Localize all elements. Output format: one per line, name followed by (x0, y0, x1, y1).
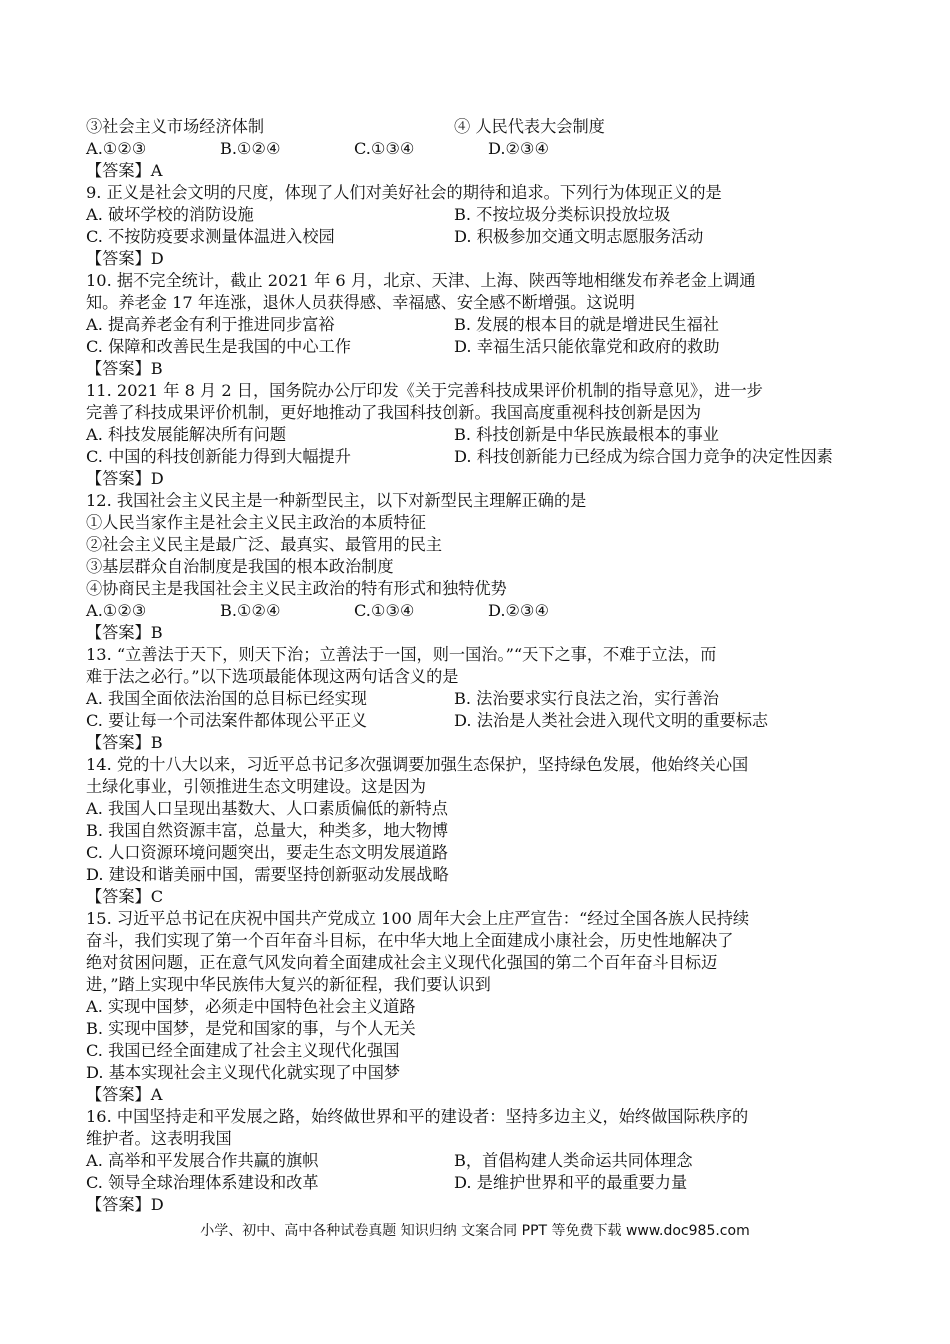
answer-13: 【答案】B (86, 733, 163, 752)
option-a: A. 科技发展能解决所有问题 (86, 425, 287, 444)
option-c: C. 保障和改善民生是我国的中心工作 (86, 337, 351, 356)
answer-10: 【答案】B (86, 359, 163, 378)
choice-c: C.①③④ (354, 139, 415, 158)
option-a: A. 高举和平发展合作共赢的旗帜 (86, 1151, 319, 1170)
question-13-options-cd (86, 710, 876, 732)
question-14-stem-line-2: 土绿化事业，引领推进生态文明建设。这是因为 (86, 777, 426, 796)
question-13-stem-line-2: 难于法之必行。”以下选项最能体现这两句话含义的是 (86, 667, 459, 686)
question-8-choices (86, 138, 876, 160)
option-c: C. 领导全球治理体系建设和改革 (86, 1173, 319, 1192)
page-footer: 小学、初中、高中各种试卷真题 知识归纳 文案合同 PPT 等免费下载 www.doc985.com (200, 1223, 750, 1239)
question-11-stem-line-2: 完善了科技成果评价机制，更好地推动了我国科技创新。我国高度重视科技创新是因为 (86, 403, 702, 422)
question-11-options-ab (86, 424, 876, 446)
option-c: C. 不按防疫要求测量体温进入校园 (86, 227, 335, 246)
option-d: D. 基本实现社会主义现代化就实现了中国梦 (86, 1063, 401, 1082)
option-c: C. 我国已经全面建成了社会主义现代化强国 (86, 1041, 400, 1060)
option-b: B. 科技创新是中华民族最根本的事业 (454, 425, 719, 444)
question-10-options-ab (86, 314, 876, 336)
answer-8: 【答案】A (86, 161, 163, 180)
question-15-stem-line-4: 进，”踏上实现中华民族伟大复兴的新征程，我们要认识到 (86, 975, 491, 994)
answer-14: 【答案】C (86, 887, 164, 906)
question-16-stem-line-1: 16. 中国坚持走和平发展之路，始终做世界和平的建设者：坚持多边主义，始终做国际秩序的 (86, 1107, 749, 1126)
option-a: A. 我国人口呈现出基数大、人口素质偏低的新特点 (86, 799, 448, 818)
question-10-stem-line-1: 10. 据不完全统计，截止 2021 年 6 月，北京、天津、上海、陕西等地相继发布养老金上调通 (86, 271, 756, 290)
question-16-options-ab (86, 1150, 876, 1172)
option-d: D. 是维护世界和平的最重要力量 (454, 1173, 688, 1192)
option-c: C. 中国的科技创新能力得到大幅提升 (86, 447, 351, 466)
question-9-options-cd (86, 226, 876, 248)
option-4: ④ 人民代表大会制度 (454, 117, 605, 136)
option-d: D. 幸福生活只能依靠党和政府的救助 (454, 337, 720, 356)
option-d: D. 法治是人类社会进入现代文明的重要标志 (454, 711, 769, 730)
question-16-stem-line-2: 维护者。这表明我国 (86, 1129, 232, 1148)
option-b: B，首倡构建人类命运共同体理念 (454, 1151, 693, 1170)
question-15-stem-line-2: 奋斗，我们实现了第一个百年奋斗目标，在中华大地上全面建成小康社会，历史性地解决了 (86, 931, 734, 950)
question-9-stem: 9. 正义是社会文明的尺度，体现了人们对美好社会的期待和追求。下列行为体现正义的是 (86, 183, 722, 202)
answer-15: 【答案】A (86, 1085, 163, 1104)
option-a: A. 实现中国梦，必须走中国特色社会主义道路 (86, 997, 416, 1016)
choice-c: C.①③④ (354, 601, 415, 620)
option-a: A. 我国全面依法治国的总目标已经实现 (86, 689, 367, 708)
choice-b: B.①②④ (220, 139, 281, 158)
option-a: A. 破坏学校的消防设施 (86, 205, 254, 224)
option-c: C. 人口资源环境问题突出，要走生态文明发展道路 (86, 843, 449, 862)
question-8-options (86, 116, 876, 138)
question-13-options-ab (86, 688, 876, 710)
question-10-stem-line-2: 知。养老金 17 年连涨，退休人员获得感、幸福感、安全感不断增强。这说明 (86, 293, 635, 312)
question-16-options-cd (86, 1172, 876, 1194)
statement-3: ③基层群众自治制度是我国的根本政治制度 (86, 557, 394, 576)
question-14-stem-line-1: 14. 党的十八大以来，习近平总书记多次强调要加强生态保护，坚持绿色发展，他始终关心国 (86, 755, 749, 774)
question-15-stem-line-3: 绝对贫困问题，正在意气风发向着全面建成社会主义现代化强国的第二个百年奋斗目标迈 (86, 953, 718, 972)
statement-2: ②社会主义民主是最广泛、最真实、最管用的民主 (86, 535, 443, 554)
answer-9: 【答案】D (86, 249, 164, 268)
option-b: B. 我国自然资源丰富，总量大，种类多，地大物博 (86, 821, 449, 840)
option-b: B. 不按垃圾分类标识投放垃圾 (454, 205, 671, 224)
answer-16: 【答案】D (86, 1195, 164, 1214)
option-b: B. 发展的根本目的就是增进民生福社 (454, 315, 719, 334)
question-12-stem: 12. 我国社会主义民主是一种新型民主，以下对新型民主理解正确的是 (86, 491, 587, 510)
choice-d: D.②③④ (488, 139, 550, 158)
exam-page (86, 116, 876, 1216)
option-b: B. 实现中国梦，是党和国家的事，与个人无关 (86, 1019, 416, 1038)
option-b: B. 法治要求实行良法之治，实行善治 (454, 689, 719, 708)
choice-a: A.①②③ (86, 601, 147, 620)
question-10-options-cd (86, 336, 876, 358)
choice-d: D.②③④ (488, 601, 550, 620)
answer-12: 【答案】B (86, 623, 163, 642)
option-c: C. 要让每一个司法案件都体现公平正义 (86, 711, 368, 730)
statement-4: ④协商民主是我国社会主义民主政治的特有形式和独特优势 (86, 579, 507, 598)
question-11-stem-line-1: 11. 2021 年 8 月 2 日，国务院办公厅印发《关于完善科技成果评价机制的指导意见》，进一步 (86, 381, 763, 400)
option-3: ③社会主义市场经济体制 (86, 117, 265, 136)
option-d: D. 积极参加交通文明志愿服务活动 (454, 227, 704, 246)
option-d: D. 科技创新能力已经成为综合国力竞争的决定性因素 (454, 447, 833, 466)
question-12-choices (86, 600, 876, 622)
answer-11: 【答案】D (86, 469, 164, 488)
question-15-stem-line-1: 15. 习近平总书记在庆祝中国共产党成立 100 周年大会上庄严宣告：“经过全国各族人民持续 (86, 909, 750, 928)
question-13-stem-line-1: 13. “立善法于天下，则天下治；立善法于一国，则一国治。”“天下之事，不难于立法，而 (86, 645, 717, 664)
option-d: D. 建设和谐美丽中国，需要坚持创新驱动发展战略 (86, 865, 449, 884)
statement-1: ①人民当家作主是社会主义民主政治的本质特征 (86, 513, 426, 532)
option-a: A. 提高养老金有利于推进同步富裕 (86, 315, 335, 334)
question-11-options-cd (86, 446, 876, 468)
choice-a: A.①②③ (86, 139, 147, 158)
choice-b: B.①②④ (220, 601, 281, 620)
question-9-options-ab (86, 204, 876, 226)
